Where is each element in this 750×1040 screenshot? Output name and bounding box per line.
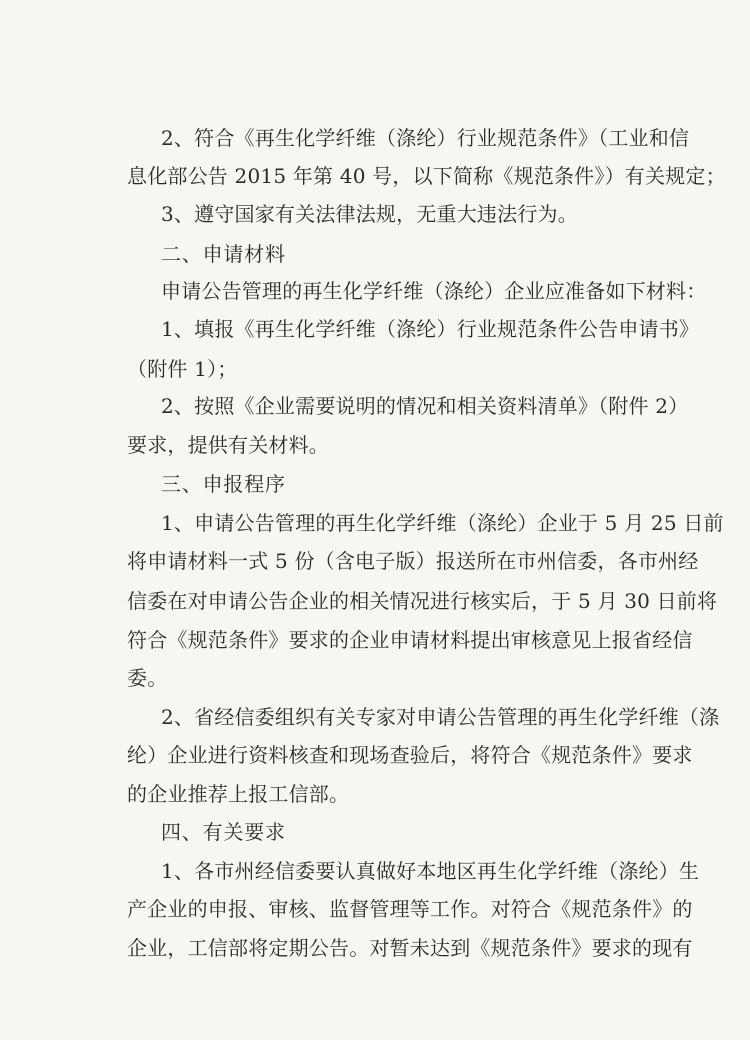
paragraph-line: 企业，工信部将定期公告。对暂未达到《规范条件》要求的现有 xyxy=(127,936,693,960)
paragraph-line: 2、按照《企业需要说明的情况和相关资料清单》（附件 2） xyxy=(161,394,689,418)
paragraph-line: 的企业推荐上报工信部。 xyxy=(127,782,350,806)
section-heading: 四、有关要求 xyxy=(161,820,286,844)
section-heading: 二、申请材料 xyxy=(161,242,286,266)
paragraph-line: 3、遵守国家有关法律法规，无重大违法行为。 xyxy=(161,202,578,226)
paragraph-line: 委。 xyxy=(127,666,168,690)
paragraph-line: 纶）企业进行资料核查和现场查验后，将符合《规范条件》要求 xyxy=(127,743,693,767)
paragraph-line: 1、各市州经信委要认真做好本地区再生化学纤维（涤纶）生 xyxy=(161,859,700,883)
paragraph-line: 符合《规范条件》要求的企业申请材料提出审核意见上报省经信 xyxy=(127,628,693,652)
paragraph-line: 将申请材料一式 5 份（含电子版）报送所在市州信委，各市州经 xyxy=(127,549,699,573)
paragraph-line: 2、省经信委组织有关专家对申请公告管理的再生化学纤维（涤 xyxy=(161,705,720,729)
paragraph-line: 信委在对申请公告企业的相关情况进行核实后，于 5 月 30 日前将 xyxy=(127,589,718,613)
paragraph-line: （附件 1）； xyxy=(127,357,238,381)
paragraph-line: 申请公告管理的再生化学纤维（涤纶）企业应准备如下材料： xyxy=(161,279,707,303)
paragraph-line: 产企业的申报、审核、监督管理等工作。对符合《规范条件》的 xyxy=(127,897,693,921)
paragraph-line: 1、填报《再生化学纤维（涤纶）行业规范条件公告申请书》 xyxy=(161,317,700,341)
section-heading: 三、申报程序 xyxy=(161,472,286,496)
paragraph-line: 1、申请公告管理的再生化学纤维（涤纶）企业于 5 月 25 日前 xyxy=(161,511,724,535)
paragraph-line: 息化部公告 2015 年第 40 号，以下简称《规范条件》）有关规定； xyxy=(127,164,726,188)
paragraph-line: 2、符合《再生化学纤维（涤纶）行业规范条件》（工业和信 xyxy=(161,126,690,150)
paragraph-line: 要求，提供有关材料。 xyxy=(127,433,329,457)
